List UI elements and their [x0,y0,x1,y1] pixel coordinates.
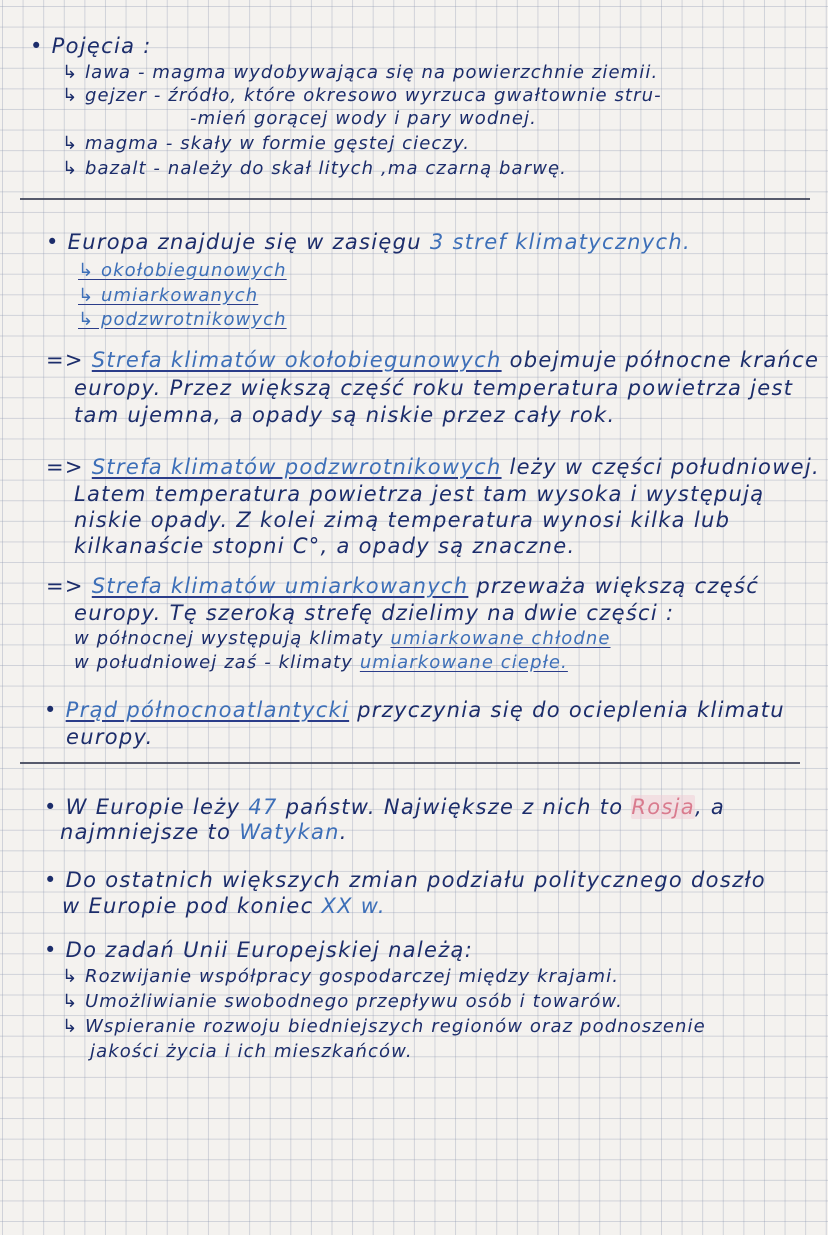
states-line2 [60,822,348,843]
eu-task-3: ↳ Wspieranie rozwoju biedniejszych regionów oraz podnoszenie [62,1016,706,1037]
smallest-country: Watykan [239,820,340,844]
zones-intro [46,232,691,253]
temp-south-prefix: w południowej zaś - klimaty [74,652,360,673]
sub-zone-title: Strefa klimatów podzwrotnikowych [91,455,502,479]
term-geyser: ↳ gejzer - źródło, które okresowo wyrzuca gwałtownie stru- [62,85,662,106]
arrow-temp: => [46,574,84,598]
current-bullet: • [44,698,58,722]
arrow-sub: => [46,455,84,479]
term-lava: ↳ lawa - magma wydobywająca się na powierzchnie ziemii. [62,62,659,83]
current-title: Prąd północnoatlantycki [65,698,350,722]
section-divider [20,198,810,200]
arrow-polar: => [46,348,84,372]
polar-paragraph-line1 [46,350,819,371]
term-geyser-cont: -mień gorącej wody i pary wodnej. [190,108,537,129]
sub-text-3: niskie opady. Z kolei zimą temperatura wynosi kilka lub [74,508,731,532]
eu-task-1: ↳ Rozwijanie współpracy gospodarczej między krajami. [62,966,620,987]
current-text-2: europy. [66,725,154,749]
temp-south [74,654,568,672]
polar-text-3: tam ujemna, a opady są niskie przez cały rok. [74,403,616,427]
terms-heading: • Pojęcia : [30,34,152,58]
zones-count-highlight: 3 stref klimatycznych. [429,230,691,254]
temp-paragraph-line1 [46,576,759,597]
temp-north-prefix: w północnej występują klimaty [74,628,391,649]
zone-polar: ↳ okołobiegunowych [78,260,287,281]
polar-text-2: europy. Przez większą część roku temperatura powietrza jest [74,376,794,400]
states-text-d: najmniejsze to [60,820,240,844]
zones-intro-text: • Europa znajduje się w zasięgu [46,230,422,254]
changes-line1: • Do ostatnich większych zmian podziału politycznego doszło [44,868,766,892]
current-line1 [44,700,785,721]
current-text-1: przyczynia się do ocieplenia klimatu [349,698,785,722]
zone-subtropical: ↳ podzwrotnikowych [78,309,287,330]
term-magma: ↳ magma - skały w formie gęstej cieczy. [62,133,471,154]
eu-heading: • Do zadań Unii Europejskiej należą: [44,938,474,962]
zone-temperate: ↳ umiarkowanych [78,285,259,306]
changes-text: w Europie pod koniec [62,894,322,918]
section-divider-2 [20,762,800,764]
term-basalt: ↳ bazalt - należy do skał litych ,ma czarną barwę. [62,158,568,179]
sub-text-4: kilkanaście stopni C°, a opady są znaczne. [74,534,576,558]
sub-paragraph-line1 [46,457,820,478]
temp-north-type: umiarkowane chłodne [390,628,611,649]
temp-text-2: europy. Tę szeroką strefę dzielimy na dwie części : [74,601,675,625]
sub-text-2: Latem temperatura powietrza jest tam wysoka i występują [74,482,765,506]
sub-text-1: leży w części południowej. [501,455,820,479]
temp-text-1: przeważa większą część [468,574,760,598]
changes-century: XX w. [321,894,386,918]
temp-north [74,630,611,648]
largest-country: Rosja [631,795,695,819]
states-line1 [44,797,725,818]
states-text-a: • W Europie leży [44,795,249,819]
polar-zone-title: Strefa klimatów okołobiegunowych [91,348,502,372]
states-count: 47 [248,795,278,819]
temp-south-type: umiarkowane ciepłe. [359,652,568,673]
eu-task-3-cont: jakości życia i ich mieszkańców. [90,1041,413,1062]
temp-zone-title: Strefa klimatów umiarkowanych [91,574,469,598]
changes-line2 [62,896,386,917]
states-text-b: państw. Największe z nich to [277,795,632,819]
polar-text-1: obejmuje północne krańce [501,348,820,372]
states-text-c: , a [694,795,726,819]
states-text-e: . [339,820,348,844]
eu-task-2: ↳ Umożliwianie swobodnego przepływu osób i towarów. [62,991,623,1012]
